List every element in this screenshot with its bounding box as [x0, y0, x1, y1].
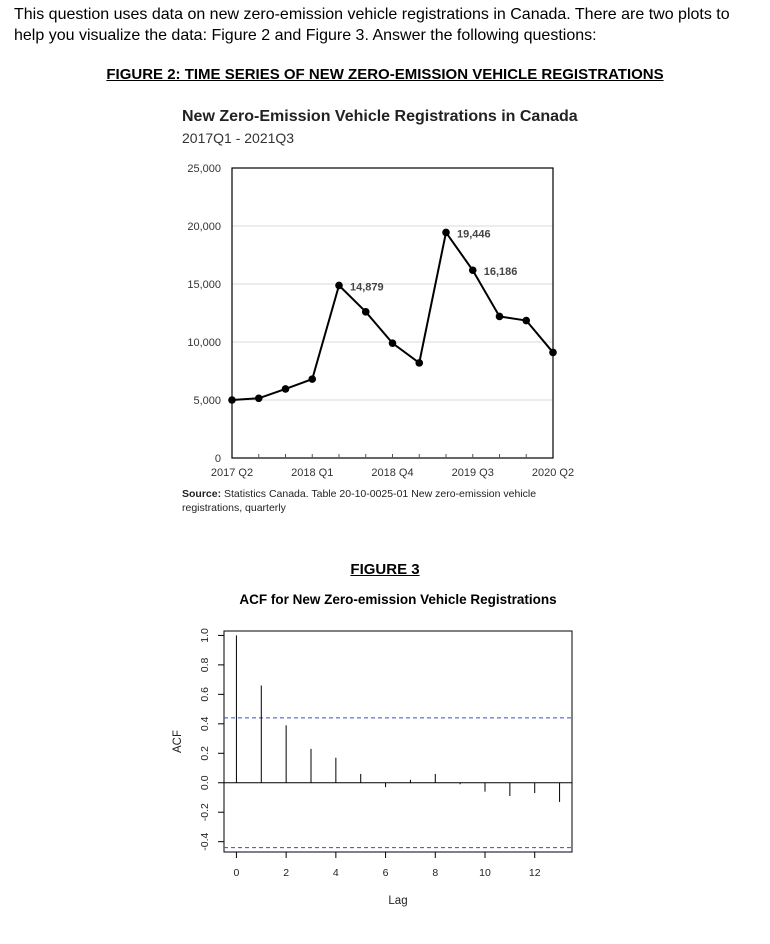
figure2-chart-subtitle: 2017Q1 - 2021Q3	[182, 130, 295, 146]
source-text: Statistics Canada. Table 20-10-0025-01 New zero-emission vehicle registrations, quarterly	[182, 488, 537, 514]
figure2-chart-title: New Zero-Emission Vehicle Registrations in Canada	[182, 108, 578, 125]
y-tick-label: 20,000	[187, 221, 221, 233]
y-tick-label: 1.0	[199, 628, 211, 643]
figure3-chart-title: ACF for New Zero-emission Vehicle Registrations	[239, 592, 557, 607]
x-tick-label: 2018 Q4	[371, 467, 414, 479]
y-tick-label: 0.8	[199, 657, 211, 673]
y-tick-label: -0.2	[199, 803, 211, 822]
y-tick-label: 15,000	[187, 279, 221, 291]
y-tick-label: 5,000	[193, 395, 221, 407]
y-tick-label: 0.6	[199, 687, 211, 702]
x-axis-label: Lag	[388, 895, 408, 907]
x-tick-label: 6	[382, 867, 389, 879]
y-tick-label: 10,000	[187, 337, 221, 349]
y-tick-label: 0	[214, 453, 221, 465]
y-tick-label: 0.2	[199, 745, 211, 761]
question-intro: This question uses data on new zero-emission vehicle registrations in Canada. There are two plots to help you visualize the data: Figure 2 and Figure 3. Answer the following questions:	[14, 6, 730, 44]
data-label: 14,879	[350, 281, 384, 294]
data-label: 16,186	[483, 266, 518, 279]
x-tick-label: 4	[332, 867, 339, 879]
x-tick-label: 0	[233, 867, 240, 879]
x-tick-label: 2017 Q2	[210, 467, 254, 479]
y-tick-label: -0.4	[199, 832, 211, 851]
y-axis-label: ACF	[172, 730, 184, 753]
x-tick-label: 12	[528, 867, 541, 879]
figure3-heading: FIGURE 3	[350, 561, 420, 578]
x-tick-label: 10	[479, 867, 491, 879]
x-tick-label: 2019 Q3	[451, 467, 494, 479]
data-label: 19,446	[457, 228, 491, 241]
x-tick-label: 8	[432, 867, 439, 879]
x-tick-label: 2020 Q2	[531, 467, 575, 479]
y-tick-label: 0.0	[199, 775, 211, 791]
x-tick-label: 2	[283, 867, 290, 879]
plot-frame	[224, 631, 572, 852]
y-tick-label: 0.4	[199, 716, 211, 732]
x-tick-label: 2018 Q1	[291, 467, 334, 479]
figure2-heading: FIGURE 2: TIME SERIES OF NEW ZERO-EMISSION VEHICLE REGISTRATIONS	[106, 66, 664, 83]
source-label: Source:	[182, 488, 222, 500]
y-tick-label: 25,000	[187, 163, 221, 175]
